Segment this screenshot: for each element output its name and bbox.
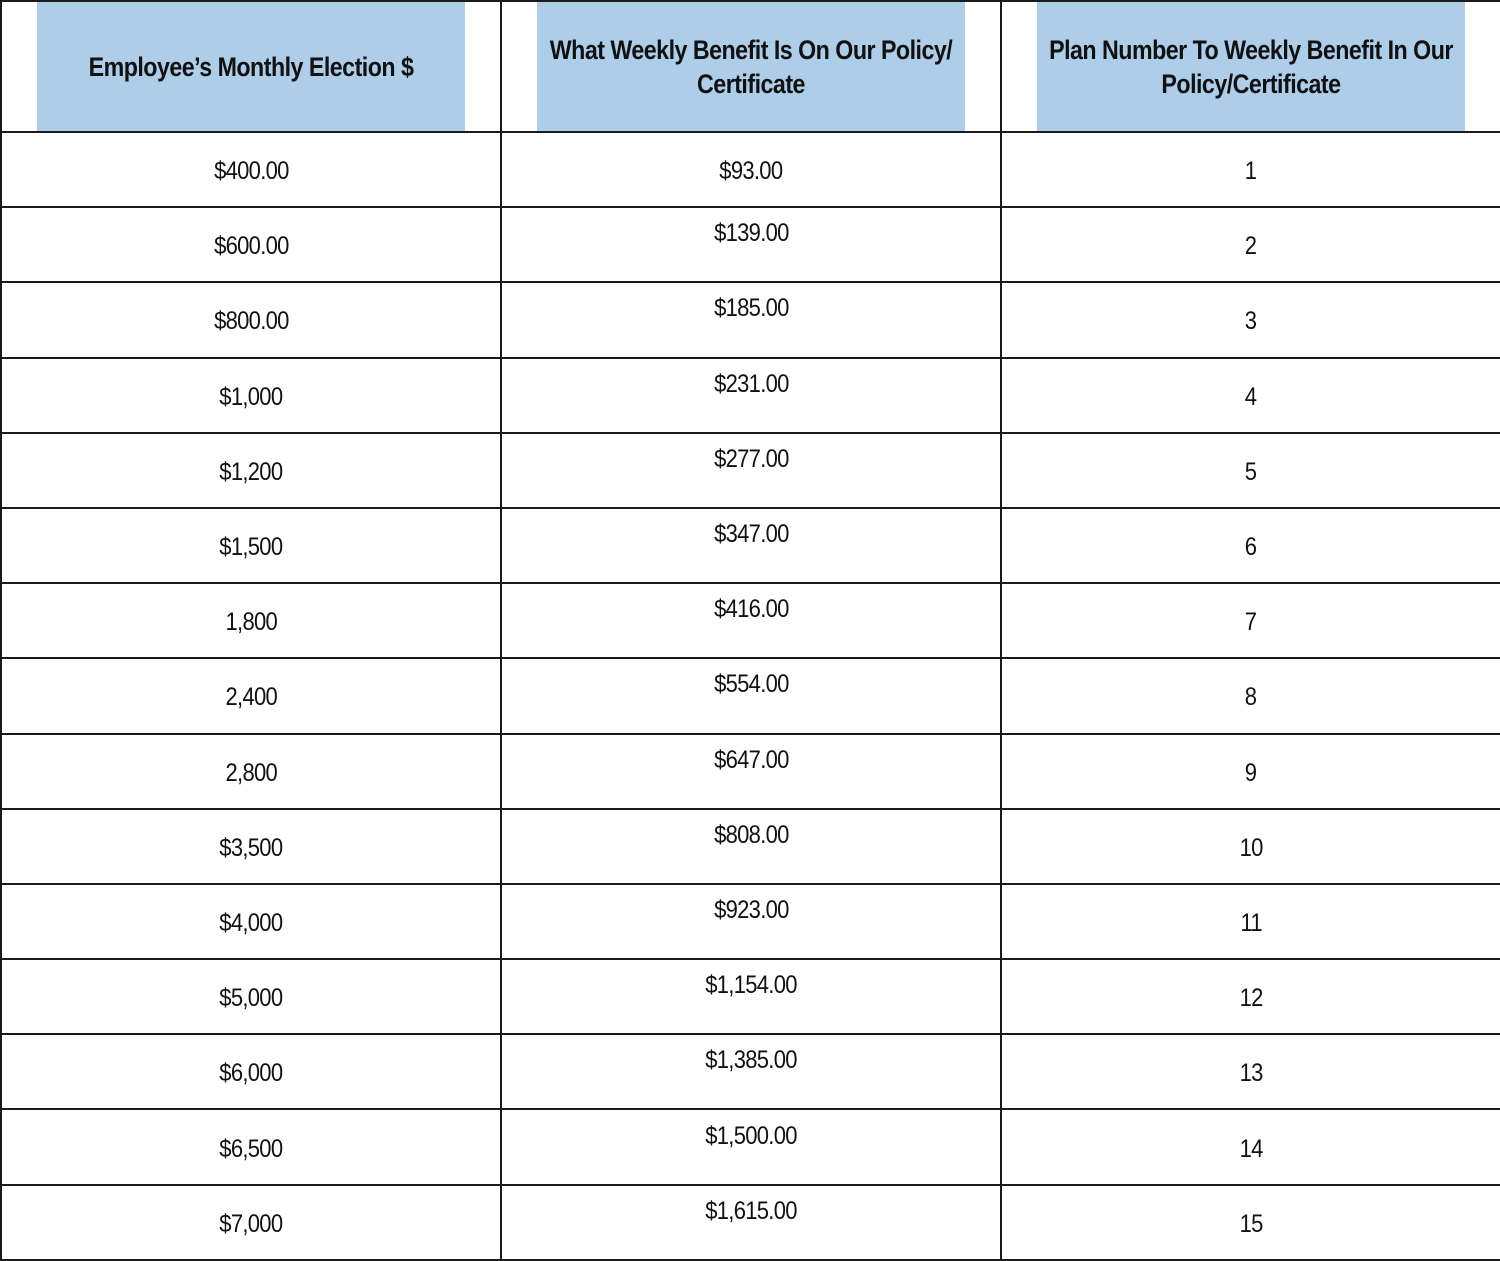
cell-plan-number-text: 4: [1245, 382, 1257, 411]
cell-plan-number: [1001, 1034, 1500, 1109]
cell-weekly-benefit: [501, 734, 1001, 809]
cell-monthly-election: [1, 658, 501, 733]
cell-weekly-benefit-text: $1,500.00: [705, 1121, 797, 1150]
cell-weekly-benefit: [501, 809, 1001, 884]
cell-monthly-election-text: $1,000: [219, 382, 283, 411]
cell-plan-number: [1001, 884, 1500, 959]
cell-monthly-election: [1, 959, 501, 1034]
cell-weekly-benefit-text: $923.00: [713, 895, 789, 924]
cell-plan-number-text: 1: [1245, 157, 1257, 186]
table-row: [1, 1034, 1500, 1109]
cell-plan-number-text: 14: [1239, 1134, 1263, 1163]
cell-weekly-benefit: [501, 1034, 1001, 1109]
cell-weekly-benefit-text: $277.00: [713, 444, 789, 473]
cell-weekly-benefit-text: $93.00: [719, 157, 783, 186]
cell-monthly-election-text: $1,500: [219, 533, 283, 562]
cell-plan-number: [1001, 959, 1500, 1034]
cell-plan-number: [1001, 282, 1500, 357]
cell-weekly-benefit-text: $347.00: [713, 520, 789, 549]
cell-monthly-election-text: $6,000: [219, 1059, 283, 1088]
cell-monthly-election-text: $3,500: [219, 833, 283, 862]
cell-weekly-benefit: [501, 1109, 1001, 1184]
table-row: [1, 358, 1500, 433]
cell-plan-number: [1001, 1109, 1500, 1184]
cell-plan-number-text: 9: [1245, 758, 1257, 787]
cell-monthly-election-text: $6,500: [219, 1134, 283, 1163]
cell-plan-number: [1001, 207, 1500, 282]
cell-monthly-election: [1, 433, 501, 508]
cell-weekly-benefit-text: $185.00: [713, 294, 789, 323]
cell-plan-number-text: 6: [1245, 533, 1257, 562]
cell-monthly-election-text: $5,000: [219, 984, 283, 1013]
cell-weekly-benefit: [501, 583, 1001, 658]
cell-monthly-election: [1, 358, 501, 433]
cell-monthly-election: [1, 207, 501, 282]
cell-plan-number: [1001, 132, 1500, 207]
cell-monthly-election: [1, 132, 501, 207]
table-row: [1, 959, 1500, 1034]
cell-plan-number-text: 10: [1239, 833, 1263, 862]
cell-monthly-election-text: $800.00: [213, 307, 289, 336]
cell-weekly-benefit: [501, 207, 1001, 282]
cell-monthly-election: [1, 734, 501, 809]
header-row: [1, 1, 1500, 132]
table-row: [1, 207, 1500, 282]
table-row: [1, 132, 1500, 207]
cell-monthly-election-text: $7,000: [219, 1209, 283, 1238]
cell-plan-number-text: 12: [1239, 984, 1263, 1013]
table-row: [1, 734, 1500, 809]
cell-monthly-election: [1, 1034, 501, 1109]
cell-plan-number-text: 13: [1239, 1059, 1263, 1088]
cell-monthly-election-text: 1,800: [225, 608, 277, 637]
cell-plan-number-text: 5: [1245, 457, 1257, 486]
cell-plan-number-text: 3: [1245, 307, 1257, 336]
table-row: [1, 433, 1500, 508]
cell-weekly-benefit-text: $139.00: [713, 219, 789, 248]
cell-plan-number-text: 7: [1245, 608, 1257, 637]
cell-monthly-election-text: 2,400: [225, 683, 277, 712]
cell-plan-number: [1001, 658, 1500, 733]
cell-plan-number: [1001, 734, 1500, 809]
cell-plan-number-text: 2: [1245, 232, 1257, 261]
cell-monthly-election: [1, 282, 501, 357]
cell-monthly-election: [1, 508, 501, 583]
cell-plan-number: [1001, 583, 1500, 658]
table-row: [1, 884, 1500, 959]
cell-plan-number: [1001, 508, 1500, 583]
cell-monthly-election: [1, 583, 501, 658]
cell-monthly-election-text: $400.00: [213, 157, 289, 186]
cell-weekly-benefit: [501, 358, 1001, 433]
table-row: [1, 508, 1500, 583]
cell-monthly-election: [1, 1185, 501, 1260]
table-row: [1, 1109, 1500, 1184]
cell-weekly-benefit-text: $647.00: [713, 745, 789, 774]
cell-plan-number: [1001, 358, 1500, 433]
cell-weekly-benefit-text: $1,385.00: [705, 1046, 797, 1075]
cell-weekly-benefit: [501, 658, 1001, 733]
column-header-weekly-benefit: What Weekly Benefit Is On Our Policy/ Certificate: [536, 1, 966, 132]
cell-weekly-benefit-text: $554.00: [713, 670, 789, 699]
cell-weekly-benefit: [501, 508, 1001, 583]
cell-plan-number: [1001, 809, 1500, 884]
cell-weekly-benefit: [501, 132, 1001, 207]
cell-monthly-election-text: $1,200: [219, 457, 283, 486]
cell-weekly-benefit: [501, 884, 1001, 959]
table-row: [1, 1185, 1500, 1260]
cell-monthly-election-text: $4,000: [219, 908, 283, 937]
cell-monthly-election: [1, 884, 501, 959]
table-row: [1, 583, 1500, 658]
column-header-monthly-election: Employee’s Monthly Election $: [36, 1, 466, 132]
table-header: [1, 1, 1500, 132]
column-header-plan-number: Plan Number To Weekly Benefit In Our Policy/Certificate: [1036, 1, 1466, 132]
cell-plan-number-text: 11: [1240, 908, 1262, 937]
cell-plan-number-text: 8: [1245, 683, 1257, 712]
cell-plan-number: [1001, 433, 1500, 508]
cell-weekly-benefit: [501, 282, 1001, 357]
table-row: [1, 658, 1500, 733]
cell-weekly-benefit-text: $231.00: [713, 369, 789, 398]
cell-weekly-benefit-text: $1,615.00: [705, 1196, 797, 1225]
cell-weekly-benefit-text: $808.00: [713, 820, 789, 849]
cell-weekly-benefit-text: $416.00: [713, 595, 789, 624]
cell-weekly-benefit: [501, 959, 1001, 1034]
cell-monthly-election: [1, 1109, 501, 1184]
cell-plan-number: [1001, 1185, 1500, 1260]
table-row: [1, 809, 1500, 884]
table-row: [1, 282, 1500, 357]
table-body: [1, 132, 1500, 1260]
cell-monthly-election: [1, 809, 501, 884]
cell-weekly-benefit: [501, 433, 1001, 508]
cell-weekly-benefit: [501, 1185, 1001, 1260]
cell-weekly-benefit-text: $1,154.00: [705, 971, 797, 1000]
cell-monthly-election-text: $600.00: [213, 232, 289, 261]
cell-plan-number-text: 15: [1239, 1209, 1263, 1238]
cell-monthly-election-text: 2,800: [225, 758, 277, 787]
